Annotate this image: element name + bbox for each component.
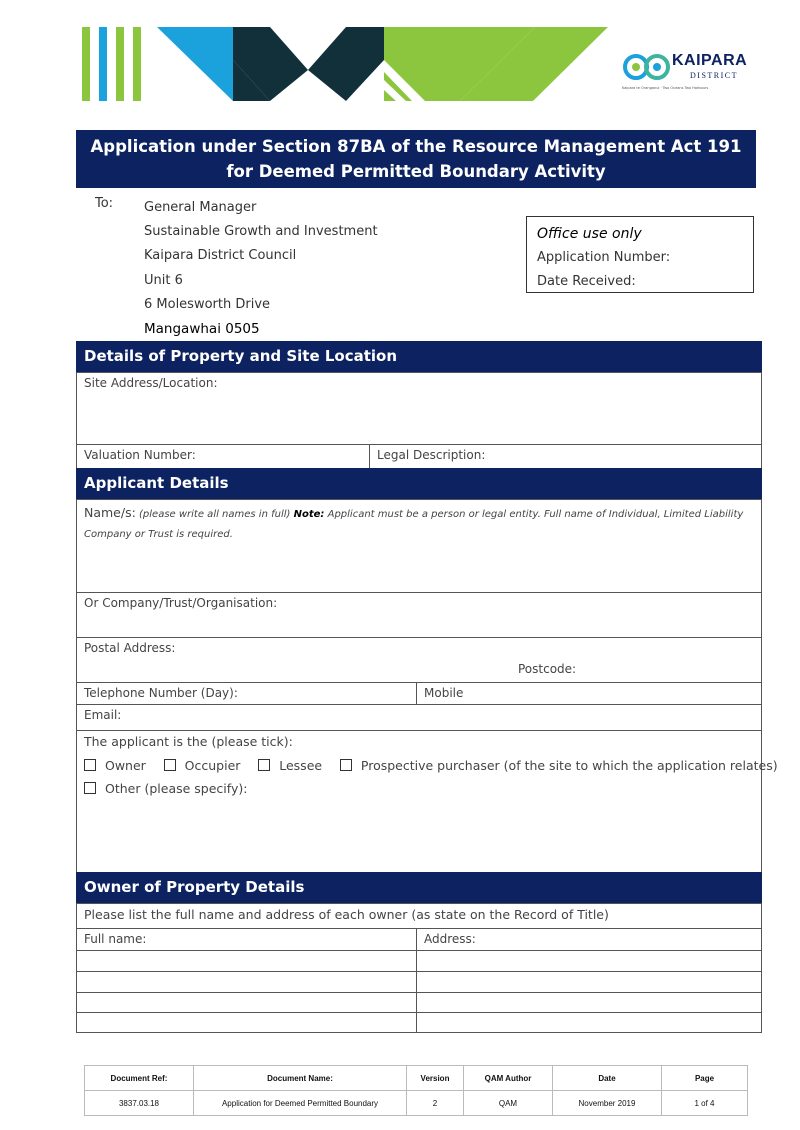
note-text: Applicant must be a person or legal entity. Full name of Individual, Limited Liability Company or Trust is required. bbox=[84, 509, 744, 540]
option-purchaser[interactable] bbox=[340, 758, 778, 773]
option-label: Owner bbox=[105, 758, 146, 773]
document-footer-table bbox=[84, 1065, 748, 1116]
footer-value: 1 of 4 bbox=[662, 1091, 748, 1116]
postcode-label: Postcode: bbox=[518, 662, 577, 676]
address-line: Unit 6 bbox=[144, 272, 183, 288]
checkbox[interactable] bbox=[258, 759, 270, 771]
option-other[interactable] bbox=[84, 781, 247, 796]
application-number-label: Application Number: bbox=[537, 250, 671, 265]
telephone-field[interactable]: Telephone Number (Day): bbox=[76, 682, 417, 705]
applicant-type-label: The applicant is the (please tick): bbox=[84, 734, 293, 749]
address-line: Sustainable Growth and Investment bbox=[144, 224, 378, 240]
owner-name-input[interactable] bbox=[76, 992, 417, 1013]
mobile-field[interactable]: Mobile bbox=[416, 682, 762, 705]
option-label: Lessee bbox=[279, 758, 323, 773]
legal-description-field[interactable]: Legal Description: bbox=[369, 444, 762, 469]
checkbox[interactable] bbox=[84, 759, 96, 771]
section-applicant: Applicant Details bbox=[76, 468, 762, 499]
site-address-field[interactable]: Site Address/Location: bbox=[76, 372, 762, 445]
option-label: Prospective purchaser (of the site to which the application relates) bbox=[360, 758, 778, 773]
to-label: To: bbox=[95, 196, 114, 211]
postal-address-field[interactable]: Postal Address: bbox=[76, 637, 762, 683]
footer-value: QAM bbox=[464, 1091, 553, 1116]
option-label: Occupier bbox=[184, 758, 241, 773]
footer-value: November 2019 bbox=[553, 1091, 662, 1116]
email-field[interactable]: Email: bbox=[76, 704, 762, 731]
section-owner: Owner of Property Details bbox=[76, 872, 762, 903]
logo-sub: DISTRICT bbox=[690, 71, 738, 80]
checkbox[interactable] bbox=[84, 782, 96, 794]
checkbox[interactable] bbox=[164, 759, 176, 771]
owner-address-input[interactable] bbox=[416, 992, 762, 1013]
kaipara-logo-icon bbox=[625, 56, 668, 78]
names-field[interactable] bbox=[76, 499, 762, 593]
option-label: Other (please specify): bbox=[105, 781, 248, 796]
footer-value: 2 bbox=[407, 1091, 464, 1116]
owner-name-input[interactable] bbox=[76, 950, 417, 972]
option-lessee[interactable] bbox=[258, 758, 322, 773]
owner-instruction: Please list the full name and address of each owner (as state on the Record of Title) bbox=[76, 903, 762, 929]
applicant-type-box bbox=[76, 730, 778, 873]
address-line: 6 Molesworth Drive bbox=[144, 296, 271, 312]
footer-header: Document Name: bbox=[194, 1066, 407, 1091]
address-line: Mangawhai 0505 bbox=[144, 321, 260, 338]
address-line: Kaipara District Council bbox=[144, 248, 297, 264]
office-heading: Office use only bbox=[537, 226, 642, 242]
footer-header: Version bbox=[407, 1066, 464, 1091]
owner-address-input[interactable] bbox=[416, 950, 762, 972]
valuation-number-field[interactable]: Valuation Number: bbox=[76, 444, 370, 469]
section-property: Details of Property and Site Location bbox=[76, 341, 762, 372]
footer-header: QAM Author bbox=[464, 1066, 553, 1091]
owner-address-input[interactable] bbox=[416, 971, 762, 993]
company-field[interactable]: Or Company/Trust/Organisation: bbox=[76, 592, 762, 638]
option-occupier[interactable] bbox=[164, 758, 241, 773]
checkbox[interactable] bbox=[340, 759, 352, 771]
address-line: General Manager bbox=[144, 200, 257, 215]
footer-value: 3837.03.18 bbox=[85, 1091, 194, 1116]
owner-address-header: Address: bbox=[416, 928, 762, 951]
to-address bbox=[144, 196, 378, 341]
footer-value: Application for Deemed Permitted Boundary bbox=[194, 1091, 407, 1116]
option-owner[interactable] bbox=[84, 758, 146, 773]
owner-name-input[interactable] bbox=[76, 1012, 417, 1033]
date-received-label: Date Received: bbox=[537, 274, 636, 289]
office-use-box bbox=[526, 216, 754, 293]
footer-header: Date bbox=[553, 1066, 662, 1091]
footer-header: Page bbox=[662, 1066, 748, 1091]
owner-address-input[interactable] bbox=[416, 1012, 762, 1033]
page-title: Application under Section 87BA of the Resource Management Act 191 for Deemed Permitted Boundary Activity bbox=[76, 130, 756, 188]
footer-header: Document Ref: bbox=[85, 1066, 194, 1091]
owner-fullname-header: Full name: bbox=[76, 928, 417, 951]
note-label: Note: bbox=[293, 509, 325, 520]
names-hint: (please write all names in full) bbox=[139, 509, 291, 520]
owner-name-input[interactable] bbox=[76, 971, 417, 993]
names-label: Name/s: bbox=[84, 505, 136, 520]
logo-name: KAIPARA bbox=[672, 52, 748, 69]
logo-tagline: Kaipara te Oranganui · Two Oceans Two Harbours bbox=[622, 86, 709, 90]
